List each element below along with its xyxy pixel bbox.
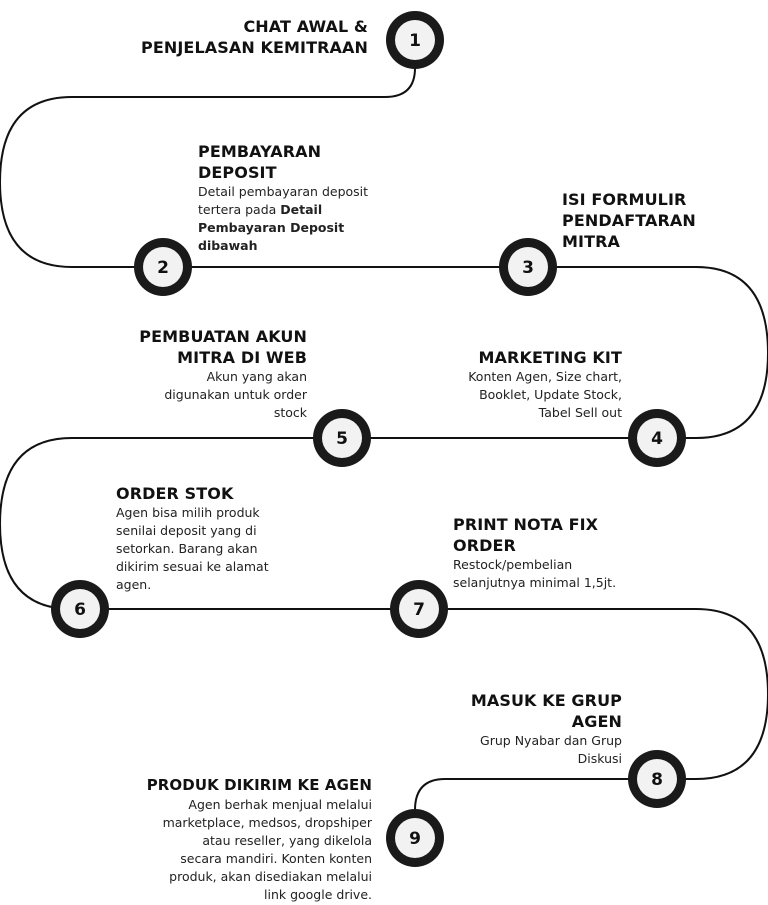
step-marker-7: [390, 580, 448, 638]
step-6-desc-line-2: senilai deposit yang di: [116, 523, 257, 538]
step-8-title-line-1: MASUK KE GRUP: [470, 691, 622, 710]
step-6-title: ORDER STOK: [116, 484, 234, 503]
step-5-desc-line-1: Akun yang akan: [206, 369, 307, 384]
step-2-title-line-1: PEMBAYARAN: [198, 142, 322, 161]
step-1-title-line-2: PENJELASAN KEMITRAAN: [141, 38, 368, 57]
step-2-title-line-2: DEPOSIT: [198, 163, 277, 182]
step-4-desc-line-3: Tabel Sell out: [538, 405, 622, 420]
step-2-desc-bold-2: Pembayaran Deposit: [198, 220, 345, 235]
step-marker-4: [628, 409, 686, 467]
step-2-desc-line-4: [198, 237, 418, 255]
step-3-title-line-1: ISI FORMULIR: [562, 190, 687, 209]
step-7-desc-line-1: Restock/pembelian: [453, 557, 573, 572]
step-7-text: [453, 514, 673, 592]
step-6-desc-line-3: setorkan. Barang akan: [116, 541, 258, 556]
step-number-5: 5: [336, 429, 348, 449]
step-4-title: MARKETING KIT: [478, 348, 622, 367]
step-4-desc-line-1: Konten Agen, Size chart,: [468, 369, 622, 384]
step-5-text: [67, 326, 307, 422]
step-9-desc-line-6: link google drive.: [264, 887, 372, 902]
step-marker-6: [51, 580, 109, 638]
step-7-title-line-1: PRINT NOTA FIX: [453, 515, 599, 534]
step-number-3: 3: [522, 258, 534, 278]
step-marker-1: [386, 11, 444, 69]
step-8-desc-line-2: Diskusi: [577, 751, 622, 766]
step-4-text: [382, 347, 622, 422]
step-9-text: [92, 775, 372, 904]
step-6-desc-line-1: Agen bisa milih produk: [116, 505, 260, 520]
step-2-desc-text: tertera pada: [198, 202, 281, 217]
step-9-title: PRODUK DIKIRIM KE AGEN: [146, 776, 372, 794]
step-6-desc-line-4: dikirim sesuai ke alamat: [116, 559, 269, 574]
step-number-8: 8: [651, 770, 663, 790]
step-marker-9: [386, 809, 444, 867]
step-2-desc-bold-3: dibawah: [198, 238, 258, 253]
step-marker-2: [134, 238, 192, 296]
step-6-desc-line-5: agen.: [116, 577, 152, 592]
step-2-desc-line-2: [198, 201, 418, 219]
step-8-title-line-2: AGEN: [571, 712, 622, 731]
step-3-title-line-3: MITRA: [562, 232, 620, 251]
step-2-text: [198, 141, 418, 255]
step-8-text: [382, 690, 622, 768]
step-5-title-line-2: MITRA DI WEB: [177, 348, 307, 367]
step-9-desc-line-4: secara mandiri. Konten konten: [180, 851, 372, 866]
step-9-desc-line-2: marketplace, medsos, dropshiper: [162, 815, 372, 830]
step-marker-8: [628, 750, 686, 808]
step-5-desc-line-2: digunakan untuk order: [164, 387, 307, 402]
step-2-desc-line-3: [198, 219, 418, 237]
step-2-desc-bold-1: Detail: [280, 202, 323, 217]
step-4-desc-line-2: Booklet, Update Stock,: [479, 387, 622, 402]
step-6-text: [116, 483, 326, 594]
step-9-desc-line-5: produk, akan disediakan melalui: [169, 869, 372, 884]
step-9-desc-line-3: atau reseller, yang dikelola: [202, 833, 372, 848]
step-5-title-line-1: PEMBUATAN AKUN: [139, 327, 307, 346]
step-marker-5: [313, 409, 371, 467]
step-number-2: 2: [157, 258, 169, 278]
step-9-desc-line-1: Agen berhak menjual melalui: [188, 797, 372, 812]
step-1-text: [68, 16, 368, 58]
step-2-desc-line-1: Detail pembayaran deposit: [198, 184, 369, 199]
step-number-4: 4: [651, 429, 663, 449]
step-7-title-line-2: ORDER: [453, 536, 516, 555]
step-7-desc-line-2: selanjutnya minimal 1,5jt.: [453, 575, 617, 590]
step-8-desc-line-1: Grup Nyabar dan Grup: [480, 733, 622, 748]
step-number-6: 6: [74, 600, 86, 620]
step-number-1: 1: [409, 31, 421, 51]
step-number-9: 9: [409, 829, 421, 849]
step-2-description: [198, 183, 418, 255]
step-3-title-line-2: PENDAFTARAN: [562, 211, 696, 230]
step-3-text: [562, 189, 742, 252]
step-1-title-line-1: CHAT AWAL &: [243, 17, 368, 36]
step-5-desc-line-3: stock: [273, 405, 307, 420]
step-marker-3: [499, 238, 557, 296]
step-number-7: 7: [413, 600, 425, 620]
